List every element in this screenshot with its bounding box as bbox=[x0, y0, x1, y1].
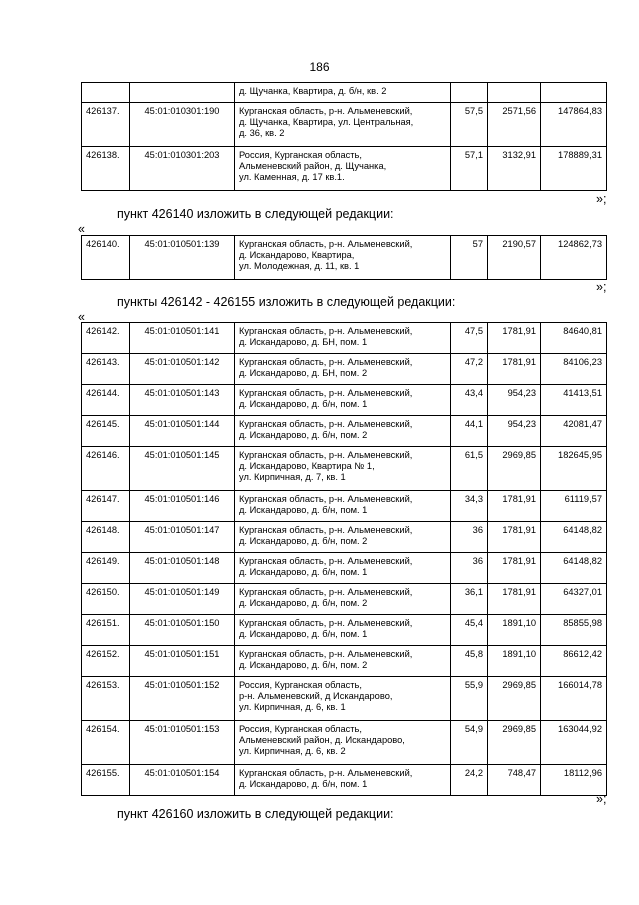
cell-area: 57,1 bbox=[451, 147, 488, 191]
table-row bbox=[82, 646, 607, 677]
cell-cadastral-value: 166014,78 bbox=[541, 677, 607, 721]
instruction-paragraph: пункты 426142 - 426155 изложить в следующей редакции: bbox=[117, 295, 456, 309]
cell-address: Курганская область, р-н. Альменевский, д. Искандарово, д. БН, пом. 1 bbox=[235, 323, 451, 354]
cell-address: Курганская область, р-н. Альменевский, д. Искандарово, д. б/н, пом. 1 bbox=[235, 765, 451, 796]
cell-address: Курганская область, р-н. Альменевский, д. Искандарово, д. б/н, пом. 1 bbox=[235, 491, 451, 522]
cell-cadastral-value: 182645,95 bbox=[541, 447, 607, 491]
cell-unit-price: 748,47 bbox=[488, 765, 541, 796]
cell-cadastral-value: 85855,98 bbox=[541, 615, 607, 646]
cell-cadastral-number: 45:01:010501:143 bbox=[130, 385, 235, 416]
opening-quote: « bbox=[78, 310, 85, 324]
table-row bbox=[82, 385, 607, 416]
table-row bbox=[82, 553, 607, 584]
cell-cadastral-number: 45:01:010501:147 bbox=[130, 522, 235, 553]
table-row bbox=[82, 584, 607, 615]
cell-area: 61,5 bbox=[451, 447, 488, 491]
closing-quote: »; bbox=[596, 280, 607, 294]
table-row bbox=[82, 447, 607, 491]
table-row bbox=[82, 491, 607, 522]
cell-unit-price: 3132,91 bbox=[488, 147, 541, 191]
cell-cadastral-number: 45:01:010501:146 bbox=[130, 491, 235, 522]
cell-address: д. Щучанка, Квартира, д. б/н, кв. 2 bbox=[235, 83, 451, 103]
cell-row-number: 426147. bbox=[82, 491, 130, 522]
cell-area: 36,1 bbox=[451, 584, 488, 615]
cell-unit-price: 954,23 bbox=[488, 416, 541, 447]
cell-cadastral-value: 41413,51 bbox=[541, 385, 607, 416]
cell-area: 36 bbox=[451, 522, 488, 553]
table-row bbox=[82, 677, 607, 721]
cell-unit-price: 1781,91 bbox=[488, 491, 541, 522]
cell-address: Курганская область, р-н. Альменевский, д. Искандарово, д. б/н, пом. 2 bbox=[235, 522, 451, 553]
cell-cadastral-number: 45:01:010501:149 bbox=[130, 584, 235, 615]
cell-unit-price: 2969,85 bbox=[488, 677, 541, 721]
cell-cadastral-number: 45:01:010501:148 bbox=[130, 553, 235, 584]
cell-cadastral-value: 147864,83 bbox=[541, 103, 607, 147]
cell-unit-price: 954,23 bbox=[488, 385, 541, 416]
cell-unit-price: 1891,10 bbox=[488, 615, 541, 646]
table-row bbox=[82, 83, 607, 103]
page-number: 186 bbox=[309, 60, 330, 74]
cell-cadastral-number: 45:01:010501:152 bbox=[130, 677, 235, 721]
cell-cadastral-number: 45:01:010501:153 bbox=[130, 721, 235, 765]
table-row bbox=[82, 721, 607, 765]
cell-cadastral-number: 45:01:010501:150 bbox=[130, 615, 235, 646]
instruction-paragraph: пункт 426140 изложить в следующей редакции: bbox=[117, 207, 394, 221]
cell-unit-price: 2969,85 bbox=[488, 721, 541, 765]
cell-row-number: 426149. bbox=[82, 553, 130, 584]
cell-cadastral-value: 64327,01 bbox=[541, 584, 607, 615]
cell-area: 34,3 bbox=[451, 491, 488, 522]
cell-cadastral-value: 178889,31 bbox=[541, 147, 607, 191]
closing-quote: »; bbox=[596, 792, 607, 806]
cell-row-number: 426150. bbox=[82, 584, 130, 615]
cell-unit-price: 1781,91 bbox=[488, 553, 541, 584]
cell-address: Курганская область, р-н. Альменевский, д. Искандарово, Квартира № 1, ул. Кирпичная, д. 7, кв. 1 bbox=[235, 447, 451, 491]
cell-address: Курганская область, р-н. Альменевский, д. Искандарово, д. б/н, пом. 2 bbox=[235, 584, 451, 615]
cell-address: Россия, Курганская область, Альменевский район, д. Щучанка, ул. Каменная, д. 17 кв.1. bbox=[235, 147, 451, 191]
cell-address: Курганская область, р-н. Альменевский, д. Искандарово, д. б/н, пом. 1 bbox=[235, 553, 451, 584]
cell-area: 57 bbox=[451, 236, 488, 280]
table-row bbox=[82, 615, 607, 646]
cell-cadastral-number: 45:01:010501:141 bbox=[130, 323, 235, 354]
cell-area: 47,5 bbox=[451, 323, 488, 354]
cell-unit-price: 2190,57 bbox=[488, 236, 541, 280]
cell-row-number: 426145. bbox=[82, 416, 130, 447]
cell-area: 47,2 bbox=[451, 354, 488, 385]
cell-cadastral-number: 45:01:010501:144 bbox=[130, 416, 235, 447]
cell-cadastral-value: 61119,57 bbox=[541, 491, 607, 522]
cell-unit-price: 1891,10 bbox=[488, 646, 541, 677]
cell-cadastral-number: 45:01:010501:151 bbox=[130, 646, 235, 677]
cell-row-number: 426143. bbox=[82, 354, 130, 385]
cell-address: Россия, Курганская область, р-н. Альменевский, д Искандарово, ул. Кирпичная, д. 6, кв. 1 bbox=[235, 677, 451, 721]
cell-address: Курганская область, р-н. Альменевский, д. Искандарово, д. б/н, пом. 2 bbox=[235, 416, 451, 447]
cell-row-number: 426144. bbox=[82, 385, 130, 416]
cell-cadastral-number: 45:01:010501:139 bbox=[130, 236, 235, 280]
cell-row-number: 426151. bbox=[82, 615, 130, 646]
cell-row-number: 426146. bbox=[82, 447, 130, 491]
cell-address: Курганская область, р-н. Альменевский, д. Щучанка, Квартира, ул. Центральная, д. 36, кв. 2 bbox=[235, 103, 451, 147]
table-row bbox=[82, 765, 607, 796]
table-row bbox=[82, 147, 607, 191]
registry-table-1 bbox=[81, 82, 607, 191]
cell-cadastral-value: 18112,96 bbox=[541, 765, 607, 796]
cell-cadastral-value: 84640,81 bbox=[541, 323, 607, 354]
table-row bbox=[82, 416, 607, 447]
cell-unit-price: 2969,85 bbox=[488, 447, 541, 491]
cell-area: 55,9 bbox=[451, 677, 488, 721]
cell-row-number: 426137. bbox=[82, 103, 130, 147]
cell-row-number: 426153. bbox=[82, 677, 130, 721]
cell-row-number: 426140. bbox=[82, 236, 130, 280]
cell-area: 45,4 bbox=[451, 615, 488, 646]
cell-cadastral-value: 42081,47 bbox=[541, 416, 607, 447]
table-row bbox=[82, 236, 607, 280]
cell-cadastral-value: 86612,42 bbox=[541, 646, 607, 677]
cell-row-number: 426138. bbox=[82, 147, 130, 191]
cell-cadastral-value: 124862,73 bbox=[541, 236, 607, 280]
opening-quote: « bbox=[78, 222, 85, 236]
cell-row-number: 426154. bbox=[82, 721, 130, 765]
cell-cadastral-value: 84106,23 bbox=[541, 354, 607, 385]
cell-area: 45,8 bbox=[451, 646, 488, 677]
table-row bbox=[82, 522, 607, 553]
cell-address: Курганская область, р-н. Альменевский, д. Искандарово, д. б/н, пом. 2 bbox=[235, 646, 451, 677]
cell-cadastral-number: 45:01:010501:145 bbox=[130, 447, 235, 491]
cell-area: 44,1 bbox=[451, 416, 488, 447]
cell-area: 54,9 bbox=[451, 721, 488, 765]
cell-cadastral-number bbox=[130, 83, 235, 103]
cell-row-number: 426152. bbox=[82, 646, 130, 677]
cell-cadastral-number: 45:01:010301:203 bbox=[130, 147, 235, 191]
closing-quote: »; bbox=[596, 192, 607, 206]
registry-table-3 bbox=[81, 322, 607, 796]
cell-row-number: 426142. bbox=[82, 323, 130, 354]
cell-cadastral-number: 45:01:010301:190 bbox=[130, 103, 235, 147]
cell-cadastral-number: 45:01:010501:154 bbox=[130, 765, 235, 796]
table-row bbox=[82, 354, 607, 385]
cell-address: Курганская область, р-н. Альменевский, д. Искандарово, Квартира, ул. Молодежная, д. 11, кв. 1 bbox=[235, 236, 451, 280]
cell-unit-price: 1781,91 bbox=[488, 584, 541, 615]
cell-area: 36 bbox=[451, 553, 488, 584]
cell-cadastral-value: 64148,82 bbox=[541, 553, 607, 584]
table-row bbox=[82, 103, 607, 147]
cell-unit-price bbox=[488, 83, 541, 103]
cell-cadastral-value bbox=[541, 83, 607, 103]
cell-address: Курганская область, р-н. Альменевский, д. Искандарово, д. БН, пом. 2 bbox=[235, 354, 451, 385]
cell-unit-price: 1781,91 bbox=[488, 354, 541, 385]
cell-cadastral-number: 45:01:010501:142 bbox=[130, 354, 235, 385]
cell-cadastral-value: 64148,82 bbox=[541, 522, 607, 553]
cell-unit-price: 1781,91 bbox=[488, 323, 541, 354]
cell-unit-price: 1781,91 bbox=[488, 522, 541, 553]
cell-row-number bbox=[82, 83, 130, 103]
table-row bbox=[82, 323, 607, 354]
cell-area: 57,5 bbox=[451, 103, 488, 147]
cell-address: Курганская область, р-н. Альменевский, д. Искандарово, д. б/н, пом. 1 bbox=[235, 615, 451, 646]
cell-area: 24,2 bbox=[451, 765, 488, 796]
cell-cadastral-value: 163044,92 bbox=[541, 721, 607, 765]
cell-address: Курганская область, р-н. Альменевский, д. Искандарово, д. б/н, пом. 1 bbox=[235, 385, 451, 416]
cell-area bbox=[451, 83, 488, 103]
cell-row-number: 426148. bbox=[82, 522, 130, 553]
instruction-paragraph: пункт 426160 изложить в следующей редакции: bbox=[117, 807, 394, 821]
cell-unit-price: 2571,56 bbox=[488, 103, 541, 147]
cell-address: Россия, Курганская область, Альменевский район, д. Искандарово, ул. Кирпичная, д. 6, кв. 2 bbox=[235, 721, 451, 765]
cell-area: 43,4 bbox=[451, 385, 488, 416]
registry-table-2 bbox=[81, 235, 607, 280]
cell-row-number: 426155. bbox=[82, 765, 130, 796]
